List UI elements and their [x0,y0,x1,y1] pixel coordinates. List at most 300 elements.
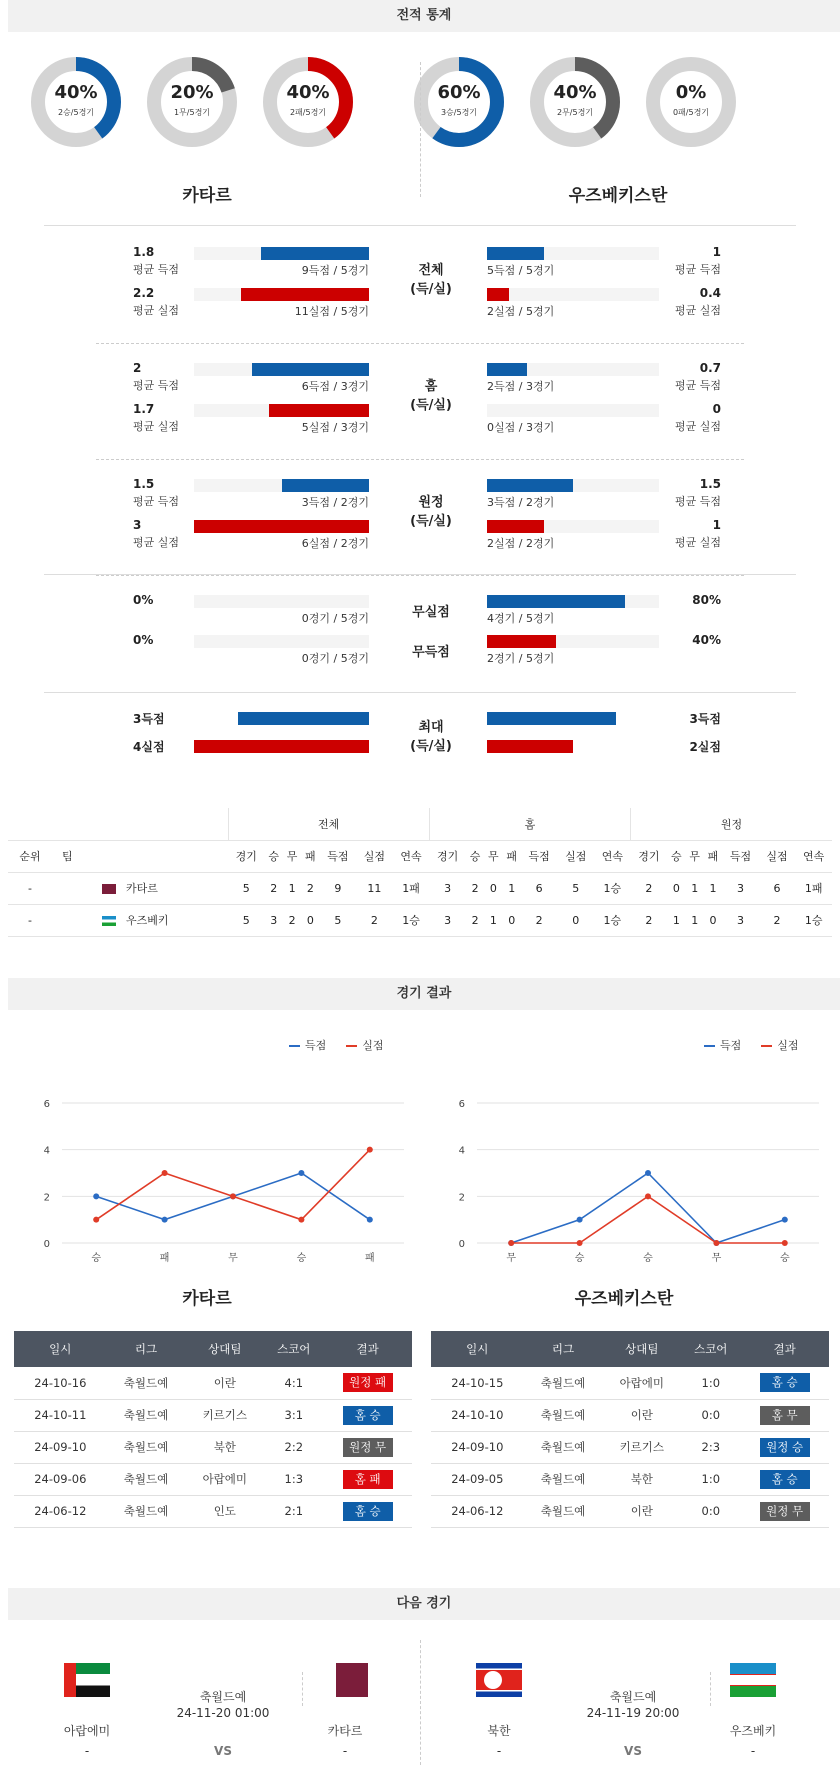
away-bar-text: 3득점 / 2경기 [487,496,555,509]
series-line [96,1150,370,1220]
opponent-cell: 키르기스 [185,1399,264,1431]
results-row [431,1399,829,1431]
home-bar-text: 0경기 / 5경기 [301,612,369,625]
donut-percent: 0% [675,82,707,103]
result-cell [740,1367,829,1399]
next-vs: VS [214,1744,232,1758]
stat-cell: 5 [320,904,357,936]
away-bar [487,520,544,533]
home-stat-value: 1.7 [133,402,155,416]
stat-cell: 1패 [393,872,430,904]
next-league: 축월드예 [199,1690,247,1704]
y-tick-label: 4 [43,1145,50,1157]
column-header: 패 [704,840,722,872]
league-cell: 축월드예 [107,1399,186,1431]
result-badge: 홈 승 [343,1502,393,1521]
result-badge: 홈 승 [343,1406,393,1425]
column-header: 무 [484,840,502,872]
legend-scored-swatch [289,1045,300,1047]
away-results-table [431,1331,829,1528]
series-line [511,1173,785,1243]
league-cell: 축월드예 [107,1367,186,1399]
away-bar-text: 5득점 / 5경기 [487,264,555,277]
score-cell: 1:3 [264,1463,323,1495]
legend-conceded-label: 실점 [777,1039,799,1052]
results-column-header: 결과 [323,1331,412,1367]
opponent-cell: 북한 [602,1463,681,1495]
donut-chart [413,56,505,148]
donut-percent: 60% [437,82,481,103]
next-center-divider [420,1640,421,1765]
stat-cell: 2 [521,904,558,936]
away-stat-label: 평균 실점 [674,304,721,317]
away-bar-text: 2실점 / 2경기 [487,537,555,550]
legend-conceded-swatch [346,1045,357,1047]
x-tick-label: 무 [506,1253,517,1264]
result-cell [740,1399,829,1431]
max-name: 최대 [418,720,444,735]
date-cell: 24-09-05 [431,1463,524,1495]
away-stat-value: 1 [712,518,721,532]
stat-cell: 1 [686,904,704,936]
data-point [713,1240,719,1246]
uzbekistan-flag-icon [102,916,116,926]
opponent-cell: 아랍에미 [185,1463,264,1495]
clean-label: 무실점 [412,605,450,620]
qatar-flag-icon [322,1663,368,1697]
stat-cell: 9 [320,872,357,904]
uae-flag-icon [64,1663,110,1697]
home-max-value: 3득점 [133,712,165,726]
results-column-header: 상대팀 [602,1331,681,1367]
away-bar-track [487,404,659,417]
away-clean-value: 80% [692,593,721,607]
results-column-header: 일시 [431,1331,524,1367]
data-point [645,1193,651,1199]
score-cell: 4:1 [264,1367,323,1399]
team-cell [52,872,228,904]
data-point [298,1170,304,1176]
donut-caption: 2승/5경기 [57,108,95,117]
next-away-name: 우즈베키 [729,1724,777,1738]
results-row [14,1495,412,1527]
result-badge: 원정 무 [343,1438,393,1457]
result-cell [323,1463,412,1495]
league-cell: 축월드예 [107,1463,186,1495]
home-results-table [14,1331,412,1528]
column-header: 연속 [594,840,631,872]
y-tick-label: 2 [458,1192,465,1204]
line-chart [429,1085,829,1264]
stat-cell: 2 [759,904,796,936]
stat-cell: 2 [301,872,319,904]
stat-cell: 3 [429,872,466,904]
results-column-header: 상대팀 [185,1331,264,1367]
away-bar-text: 2실점 / 5경기 [487,305,555,318]
next-home-odds: - [84,1744,90,1758]
home-stat-label: 평균 실점 [133,304,180,317]
stat-cell: 5 [557,872,594,904]
date-cell: 24-10-10 [431,1399,524,1431]
stat-cell: 0 [667,872,685,904]
league-cell: 축월드예 [107,1495,186,1527]
stat-cell: 1 [503,872,521,904]
stat-cell: 0 [301,904,319,936]
home-bar [194,740,369,753]
data-point [230,1193,236,1199]
stat-cell: 1 [283,872,301,904]
stat-cell: 2 [631,872,668,904]
away-stat-value: 1.5 [699,477,721,491]
stat-cell: 2 [631,904,668,936]
column-header: 실점 [356,840,393,872]
away-bar-text: 2득점 / 3경기 [487,380,555,393]
date-cell: 24-10-16 [14,1367,107,1399]
away-stat-value: 1 [712,245,721,259]
league-cell: 축월드예 [524,1367,603,1399]
home-bar [194,520,369,533]
home-stat-value: 2.2 [133,286,155,300]
away-bar [487,635,556,648]
column-header: 득점 [722,840,759,872]
result-badge: 홈 패 [343,1470,393,1489]
date-cell: 24-10-15 [431,1367,524,1399]
data-point [367,1147,373,1153]
stat-cell: 2 [265,872,283,904]
max-label [396,718,466,756]
stat-cell: 6 [521,872,558,904]
away-max-value: 3득점 [689,712,721,726]
chart-legend [704,1037,799,1053]
stat-group-label [396,493,466,531]
home-bar [282,479,370,492]
away-bar [487,288,509,301]
match-divider [302,1672,303,1706]
stat-cell: 0 [484,872,502,904]
league-cell: 축월드예 [524,1399,603,1431]
home-bar [261,247,370,260]
data-point [162,1170,168,1176]
next-league: 축월드예 [609,1690,657,1704]
results-header-row [431,1331,829,1367]
home-stat-value: 1.5 [133,477,155,491]
stat-cell: 3 [722,904,759,936]
column-header: 패 [503,840,521,872]
stat-cell: 1승 [594,872,631,904]
away-bar-text: 2경기 / 5경기 [487,652,555,665]
results-row [14,1431,412,1463]
result-badge: 홈 승 [760,1373,810,1392]
next-home-name: 북한 [487,1724,511,1738]
donut-chart [262,56,354,148]
away-stat-label: 평균 실점 [674,420,721,433]
stat-cell: 2 [466,872,484,904]
section-divider [96,575,744,576]
column-header: 연속 [393,840,430,872]
stat-cell: 3 [265,904,283,936]
result-badge: 원정 승 [760,1438,810,1457]
column-header: 경기 [228,840,265,872]
stat-cell: 2 [466,904,484,936]
score-cell: 0:0 [681,1399,740,1431]
home-bar-text: 6실점 / 2경기 [301,537,369,550]
stat-cell: 11 [356,872,393,904]
results-column-header: 리그 [107,1331,186,1367]
donut-chart [529,56,621,148]
donut-caption: 0패/5경기 [672,108,710,117]
y-tick-label: 2 [43,1192,50,1204]
data-point [93,1193,99,1199]
next-home-name: 아랍에미 [63,1724,111,1738]
column-header: 무 [283,840,301,872]
stat-group-sub: (득/실) [410,514,452,529]
donut-percent: 40% [286,82,330,103]
team-divider [420,62,421,197]
next-section-title: 다음 경기 [8,1588,840,1620]
stat-cell: 1 [704,872,722,904]
home-bar-text: 0경기 / 5경기 [301,652,369,665]
standings-row [8,904,832,936]
stat-cell: 0 [557,904,594,936]
stat-cell: 6 [759,872,796,904]
stat-cell: 0 [704,904,722,936]
y-tick-label: 6 [458,1099,465,1110]
standings-col-row [8,840,832,872]
column-header: 실점 [557,840,594,872]
next-kickoff: 24-11-19 20:00 [586,1706,680,1720]
next-vs: VS [624,1744,642,1758]
donut-caption: 2무/5경기 [556,108,594,117]
rank-cell: - [8,904,52,936]
data-point [782,1240,788,1246]
result-badge: 원정 패 [343,1373,393,1392]
donut-caption: 1무/5경기 [173,108,211,117]
x-tick-label: 무 [228,1253,238,1264]
stat-cell: 2 [356,904,393,936]
away-bar [487,595,625,608]
group-header: 전체 [228,808,429,840]
column-header: 경기 [631,840,668,872]
score-cell: 2:3 [681,1431,740,1463]
away-stat-label: 평균 득점 [674,379,721,392]
column-header: 승 [265,840,283,872]
away-bar [487,712,616,725]
league-cell: 축월드예 [107,1431,186,1463]
opponent-cell: 이란 [602,1399,681,1431]
results-column-header: 리그 [524,1331,603,1367]
donut-chart [645,56,737,148]
results-row [431,1495,829,1527]
results-column-header: 스코어 [681,1331,740,1367]
home-bar-text: 6득점 / 3경기 [301,380,369,393]
opponent-cell: 키르기스 [602,1431,681,1463]
data-point [508,1240,514,1246]
results-column-header: 결과 [740,1331,829,1367]
data-point [782,1217,788,1223]
x-tick-label: 승 [296,1253,307,1264]
clean-label: 무득점 [412,645,450,660]
stat-cell: 2 [283,904,301,936]
stat-cell: 1승 [795,904,832,936]
result-badge: 홈 무 [760,1406,810,1425]
home-bar [238,712,369,725]
result-badge: 홈 승 [760,1470,810,1489]
line-chart [14,1085,414,1264]
home-clean-value: 0% [133,593,154,607]
column-header: 연속 [795,840,832,872]
date-cell: 24-09-06 [14,1463,107,1495]
stats-section-title: 전적 통계 [8,0,840,32]
result-badge: 원정 무 [760,1502,810,1521]
home-clean-value: 0% [133,633,154,647]
column-header: 경기 [429,840,466,872]
away-bar [487,363,527,376]
home-bar [252,363,369,376]
data-point [93,1217,99,1223]
rank-cell: - [8,872,52,904]
home-stat-label: 평균 실점 [133,536,180,549]
home-bar [269,404,369,417]
column-header: 무 [686,840,704,872]
date-cell: 24-10-11 [14,1399,107,1431]
away-stat-label: 평균 득점 [674,263,721,276]
stat-cell: 5 [228,904,265,936]
next-kickoff: 24-11-20 01:00 [176,1706,270,1720]
stat-group-sub: (득/실) [410,398,452,413]
legend-scored-label: 득점 [720,1039,742,1052]
home-stat-value: 2 [133,361,142,375]
home-stat-label: 평균 득점 [133,263,180,276]
column-header: 득점 [320,840,357,872]
team-cell [52,904,228,936]
result-cell [740,1463,829,1495]
home-bar-text: 3득점 / 2경기 [301,496,369,509]
league-cell: 축월드예 [524,1463,603,1495]
home-stat-value: 1.8 [133,245,155,259]
opponent-cell: 이란 [602,1495,681,1527]
stat-group-name: 원정 [418,495,444,510]
data-point [645,1170,651,1176]
legend-scored-label: 득점 [305,1039,327,1052]
team-header: 팀 [52,840,228,872]
score-cell: 2:2 [264,1431,323,1463]
score-cell: 2:1 [264,1495,323,1527]
away-max-value: 2실점 [689,740,721,754]
next-away-name: 카타르 [327,1724,363,1738]
away-bar-track [487,288,659,301]
donut-percent: 40% [54,82,98,103]
results-row [431,1463,829,1495]
max-sub: (득/실) [410,739,452,754]
stat-cell: 1승 [393,904,430,936]
stat-group-name: 홈 [424,379,438,394]
home-max-value: 4실점 [133,740,165,754]
section-divider [44,574,796,575]
nkorea-star-disc [484,1671,502,1689]
results-column-header: 스코어 [264,1331,323,1367]
stat-cell: 1패 [795,872,832,904]
away-stat-label: 평균 득점 [674,495,721,508]
stat-cell: 3 [722,872,759,904]
league-cell: 축월드예 [524,1431,603,1463]
nkorea-flag-icon [476,1663,522,1697]
standings-row [8,872,832,904]
data-point [162,1217,168,1223]
x-tick-label: 승 [91,1253,102,1264]
opponent-cell: 이란 [185,1367,264,1399]
date-cell: 24-09-10 [14,1431,107,1463]
home-stat-label: 평균 득점 [133,379,180,392]
away-bar-text: 4경기 / 5경기 [487,612,555,625]
away-stat-value: 0.4 [699,286,721,300]
home-stat-value: 3 [133,518,142,532]
stat-cell: 1 [686,872,704,904]
date-cell: 24-09-10 [431,1431,524,1463]
section-divider [96,459,744,460]
league-cell: 축월드예 [524,1495,603,1527]
away-stat-value: 0.7 [699,361,721,375]
x-tick-label: 패 [159,1253,170,1264]
donut-chart [30,56,122,148]
donut-caption: 3승/5경기 [440,108,478,117]
data-point [577,1240,583,1246]
y-tick-label: 0 [458,1239,465,1250]
results-row [14,1399,412,1431]
donut-percent: 40% [553,82,597,103]
x-tick-label: 승 [574,1253,585,1264]
result-cell [740,1495,829,1527]
score-cell: 3:1 [264,1399,323,1431]
results-column-header: 일시 [14,1331,107,1367]
series-line [511,1196,785,1243]
legend-conceded-swatch [761,1045,772,1047]
group-header: 홈 [429,808,630,840]
results-row [14,1463,412,1495]
opponent-cell: 아랍에미 [602,1367,681,1399]
opponent-cell: 인도 [185,1495,264,1527]
home-bar-track [194,635,369,648]
data-point [298,1217,304,1223]
date-cell: 24-06-12 [431,1495,524,1527]
stat-group-name: 전체 [418,263,444,278]
stat-cell: 3 [429,904,466,936]
away-bar [487,247,544,260]
next-home-odds: - [496,1744,502,1758]
home-bar-track [194,595,369,608]
stat-group-sub: (득/실) [410,282,452,297]
y-tick-label: 6 [43,1099,50,1110]
home-bar-text: 9득점 / 5경기 [301,264,369,277]
home-bar-text: 11실점 / 5경기 [294,305,369,318]
legend-scored-swatch [704,1045,715,1047]
result-cell [323,1399,412,1431]
score-cell: 1:0 [681,1463,740,1495]
home-bar [241,288,369,301]
away-stat-value: 0 [712,402,721,416]
section-divider [44,225,796,226]
stat-cell: 1 [484,904,502,936]
group-header: 원정 [631,808,832,840]
stat-cell: 1 [667,904,685,936]
y-tick-label: 4 [458,1145,465,1157]
results-header-row [14,1331,412,1367]
x-tick-label: 패 [364,1253,375,1264]
results-row [431,1367,829,1399]
x-tick-label: 승 [779,1253,790,1264]
column-header: 승 [466,840,484,872]
rank-header: 순위 [8,840,52,872]
column-header: 실점 [759,840,796,872]
